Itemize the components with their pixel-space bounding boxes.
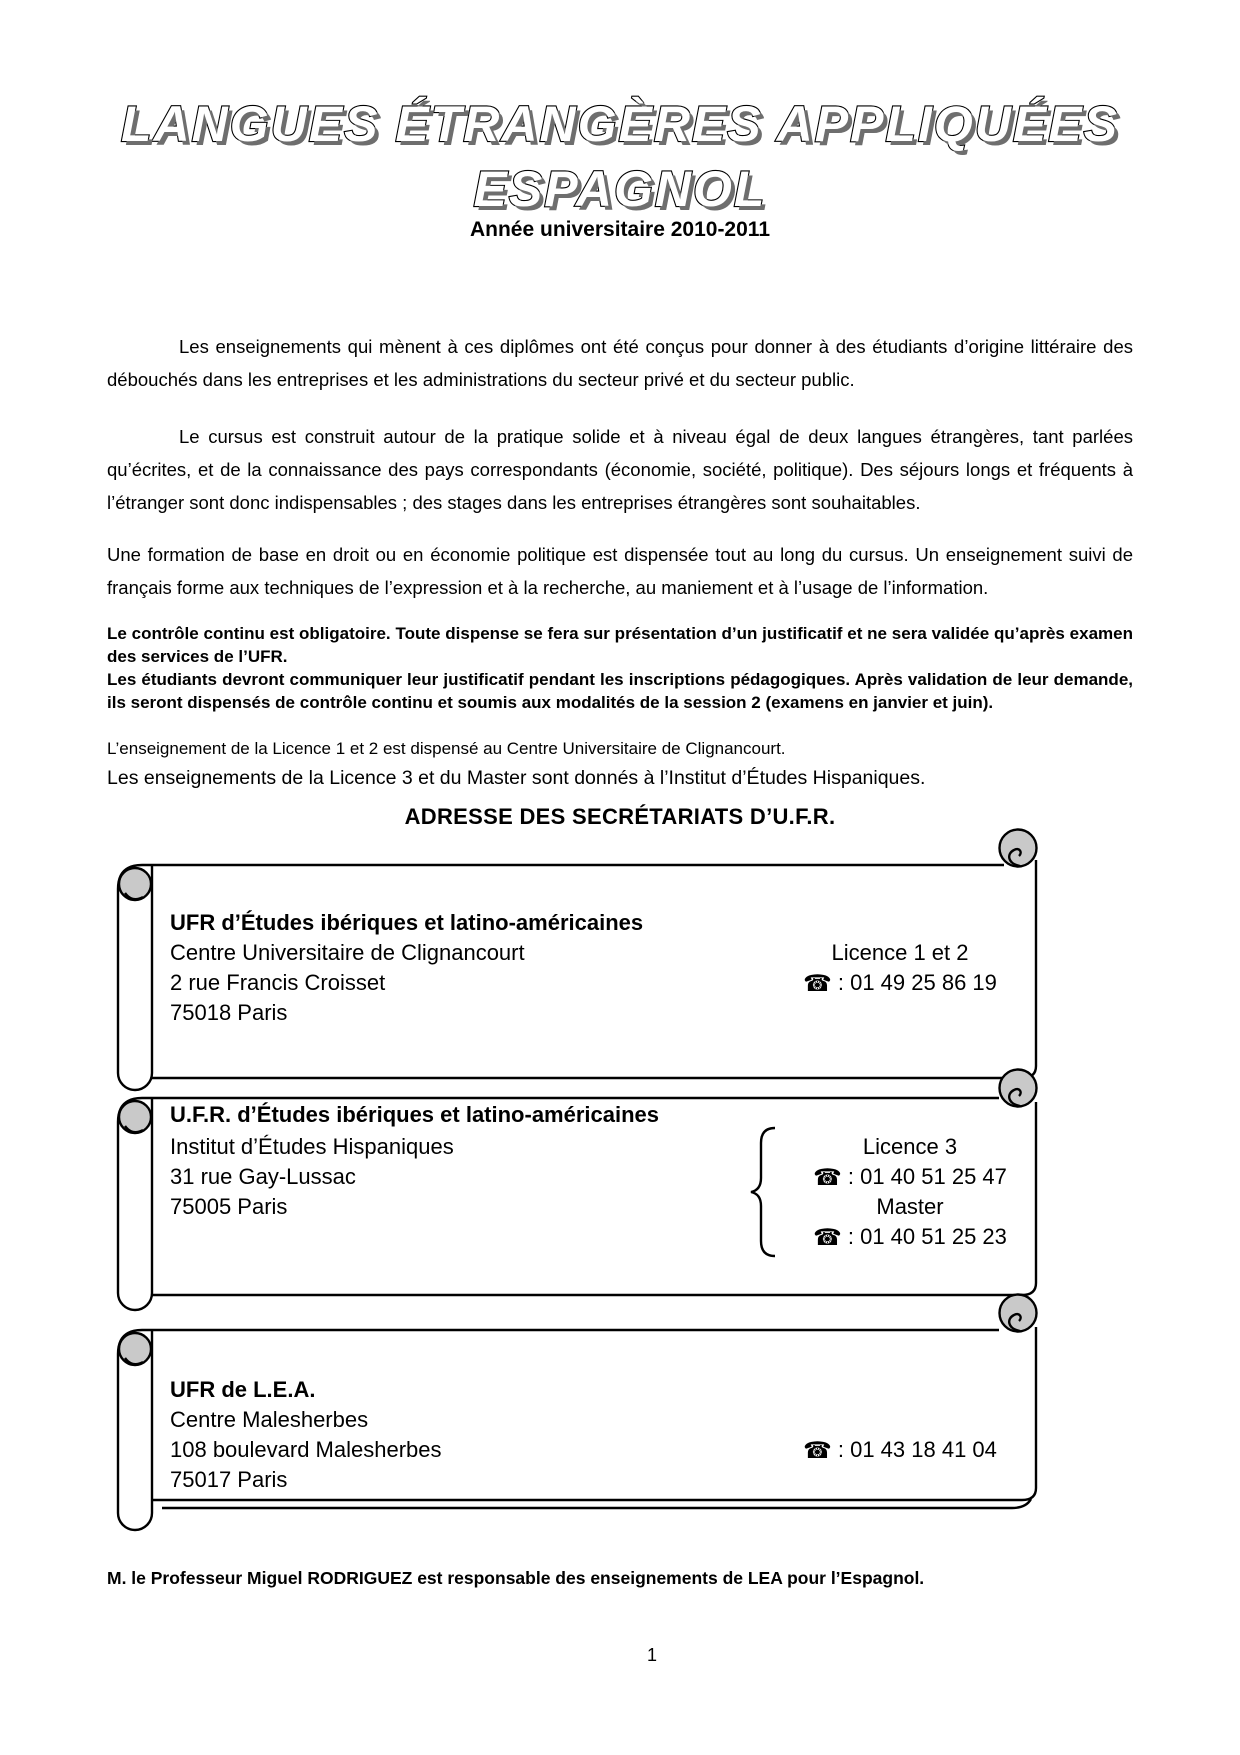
intro-paragraph-1: Les enseignements qui mènent à ces diplômes ont été conçus pour donner à des étudiants d’origine littéraire des débouchés dans les entreprises et les administrations du secteur privé et du secteur public. (107, 336, 1133, 390)
box2-phone-number-2: : 01 40 51 25 23 (847, 1224, 1007, 1249)
phone-icon: ☎ (813, 1224, 842, 1250)
phone-icon: ☎ (813, 1164, 842, 1190)
box1-phone-line (755, 968, 1045, 998)
note-licence-1-2: L’enseignement de la Licence 1 et 2 est dispensé au Centre Universitaire de Clignancourt. (107, 739, 786, 758)
box1-title: UFR d’Études ibériques et latino-américaines (170, 910, 644, 935)
box3-address-line: 75017 Paris (170, 1467, 288, 1492)
box1-address-line: Centre Universitaire de Clignancourt (170, 940, 525, 965)
box2-phone-line-1 (765, 1162, 1055, 1192)
box2-licence3-label: Licence 3 (862, 1134, 958, 1159)
intro-paragraph-3: Une formation de base en droit ou en économie politique est dispensée tout au long du cursus. Un enseignement suivi de français forme aux techniques de l’expression et à la recherche, au maniement et à l’usage de l’information. (107, 544, 1133, 598)
box3-phone-line (755, 1435, 1045, 1465)
page-title-line1: LANGUES ÉTRANGÈRES APPLIQUÉES (121, 96, 1119, 152)
box3-phone-number: : 01 43 18 41 04 (837, 1437, 997, 1462)
box3-address-line: 108 boulevard Malesherbes (170, 1437, 442, 1462)
box2-phone-number-1: : 01 40 51 25 47 (847, 1164, 1007, 1189)
box2-master-label: Master (876, 1194, 944, 1219)
box1-phone-number: : 01 49 25 86 19 (837, 970, 997, 995)
academic-year-subtitle: Année universitaire 2010-2011 (469, 218, 770, 241)
box1-address-line: 75018 Paris (170, 1000, 288, 1025)
secretariats-heading: ADRESSE DES SECRÉTARIATS D’U.F.R. (404, 804, 836, 829)
rule-justificatif: Les étudiants devront communiquer leur justificatif pendant les inscriptions pédagogiques. Après validation de leur demande, ils seront dispensés de contrôle continu et soumis aux modalités de la session 2 (examens en janvier et juin). (107, 670, 1133, 712)
box3-address-line: Centre Malesherbes (170, 1407, 369, 1432)
responsible-professor-line: M. le Professeur Miguel RODRIGUEZ est responsable des enseignements de LEA pour l’Espagnol. (107, 1568, 925, 1588)
box1-licence-label: Licence 1 et 2 (831, 940, 969, 965)
box1-address-line: 2 rue Francis Croisset (170, 970, 386, 995)
box2-address-line: Institut d’Études Hispaniques (170, 1134, 454, 1159)
box2-address-line: 75005 Paris (170, 1194, 288, 1219)
box2-title: U.F.R. d’Études ibériques et latino-américaines (170, 1102, 660, 1127)
intro-paragraph-2: Le cursus est construit autour de la pratique solide et à niveau égal de deux langues étrangères, tant parlées qu’écrites, et de la connaissance des pays correspondants (économie, société, politique). Des séjours longs et fréquents à l’étranger sont donc indispensables ; des stages dans les entreprises étrangères sont souhaitables. (107, 426, 1133, 513)
box2-phone-line-2 (765, 1222, 1055, 1252)
page-number: 1 (646, 1645, 657, 1665)
page-title-line2: ESPAGNOL (473, 161, 767, 217)
note-licence-3-master: Les enseignements de la Licence 3 et du Master sont donnés à l’Institut d’Études Hispaniques. (107, 767, 926, 789)
box3-title: UFR de L.E.A. (170, 1377, 316, 1402)
phone-icon: ☎ (803, 970, 832, 996)
phone-icon: ☎ (803, 1437, 832, 1463)
rule-continuous-assessment: Le contrôle continu est obligatoire. Toute dispense se fera sur présentation d’un justificatif et ne sera validée qu’après examen des services de l’UFR. (107, 624, 1133, 666)
box2-address-line: 31 rue Gay-Lussac (170, 1164, 356, 1189)
